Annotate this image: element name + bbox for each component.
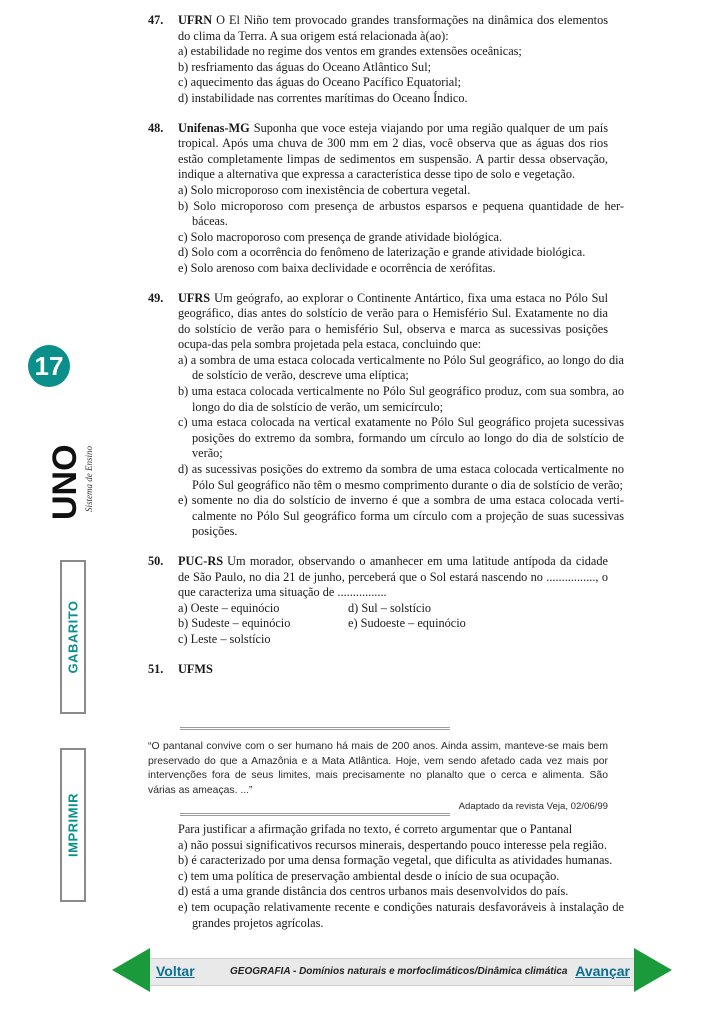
divider <box>180 813 450 816</box>
option: c) uma estaca colocada na vertical exatamente no Pólo Sul geográfico projeta sucessivas posições do extremo da sombra, formando um círculo ao longo do dia de solstício de verão; <box>178 415 624 461</box>
option: d) está a uma grande distância dos centros urbanos mais desenvolvidos do país. <box>178 884 569 899</box>
question-number: 51. <box>148 661 164 676</box>
back-arrow-icon[interactable] <box>112 948 150 992</box>
option: d) Solo com a ocorrência do fenômeno de laterização e grande atividade biológica. <box>178 245 586 260</box>
question-text: Um morador, observando o amanhecer em uma latitude antípoda da cidade de São Paulo, no dia 21 de junho, perceberá que o Sol estará nascendo no ................, o que caracteriza uma situação de ................ <box>178 554 608 600</box>
question-source: UFMS <box>178 661 213 676</box>
option: d) Sul – solstício <box>348 600 432 615</box>
option: e) somente no dia do solstício de inverno é que a sombra de uma estaca colocada verti-calmente no Pólo Sul geográfico forma um círculo com a projeção de suas sucessivas posições. <box>178 493 624 539</box>
quote-citation: Adaptado da revista Veja, 02/06/99 <box>458 801 608 812</box>
option: d) as sucessivas posições do extremo da sombra de uma estaca colocada verticalmente no Pólo Sul geográfico não têm o mesmo comprimento durante o dia de solstício de verão; <box>178 462 624 492</box>
option: e) Sudoeste – equinócio <box>348 616 466 631</box>
imprimir-tab[interactable] <box>60 748 86 902</box>
option: a) Oeste – equinócio <box>178 600 280 615</box>
question-51-body <box>148 822 624 931</box>
question-51-header <box>148 662 608 678</box>
gabarito-tab[interactable] <box>60 560 86 714</box>
question-number: 49. <box>148 290 164 305</box>
option <box>348 632 518 648</box>
option: a) a sombra de uma estaca colocada verticalmente no Pólo Sul geográfico, ao longo do dia de solstício de verão, descreve uma elíptica; <box>178 352 624 383</box>
uno-logo <box>40 392 96 522</box>
question-source: UFRS <box>178 290 211 305</box>
option: b) resfriamento das águas do Oceano Atlântico Sul; <box>178 59 432 74</box>
question-text: O El Niño tem provocado grandes transformações na dinâmica dos elementos do clima da Terra. A sua origem está relacionada à(ao): <box>178 13 608 43</box>
question-48 <box>148 120 624 277</box>
question-source: UFRN <box>178 13 213 27</box>
svg-text:UNO: UNO <box>46 444 84 520</box>
divider <box>180 727 450 730</box>
question-50 <box>148 554 608 648</box>
option: c) Leste – solstício <box>178 631 271 646</box>
option: e) tem ocupação relativamente recente e condições naturais desfavoráveis à instalação de grandes projetos agrícolas. <box>178 899 624 930</box>
question-47 <box>148 13 608 107</box>
quote-block <box>148 740 608 815</box>
option: a) estabilidade no regime dos ventos em grandes extensões oceânicas; <box>178 44 522 59</box>
footer-title: GEOGRAFIA - Domínios naturais e morfoclimáticos/Dinâmica climática <box>230 966 568 977</box>
option: b) Solo microporoso com presença de arbustos esparsos e pequena quantidade de her-báceas. <box>178 198 624 229</box>
option: c) Solo macroporoso com presença de grande atividade biológica. <box>178 229 503 244</box>
question-prompt: Para justificar a afirmação grifada no texto, é correto argumentar que o Pantanal <box>178 822 573 836</box>
quote-text: “O pantanal convive com o ser humano há mais de 200 anos. Ainda assim, manteve-se mais bem preservado do que a Amazônia e a Mata Atlântica. Hoje, vem sendo afetado cada vez mais por intervenções fora de seus limites, mais precisamente no planalto que o cerca e alimenta. São várias as ameaças. ...” <box>148 741 608 796</box>
page-number-badge: 17 <box>28 345 70 387</box>
option: b) uma estaca colocada verticalmente no Pólo Sul geográfico produz, com sua sombra, ao longo do dia de solstício de verão, um semicírculo; <box>178 384 624 414</box>
option: b) Sudeste – equinócio <box>178 616 291 631</box>
question-source: PUC-RS <box>178 554 224 568</box>
option: d) instabilidade nas correntes marítimas do Oceano Índico. <box>178 90 468 105</box>
back-link[interactable]: Voltar <box>156 963 195 979</box>
option: b) é caracterizado por uma densa formação vegetal, que dificulta as atividades humanas. <box>178 853 613 868</box>
question-number: 48. <box>148 120 164 135</box>
question-source: Unifenas-MG <box>178 120 250 135</box>
option: c) tem uma política de preservação ambiental desde o início de sua ocupação. <box>178 868 560 883</box>
question-number: 47. <box>148 13 164 27</box>
footer-nav <box>112 948 672 992</box>
option: a) não possui significativos recursos minerais, despertando pouco interesse pela região. <box>178 837 607 852</box>
svg-text:Sistema de Ensino: Sistema de Ensino <box>84 446 94 512</box>
questions-list <box>148 13 624 677</box>
question-number: 50. <box>148 554 164 568</box>
question-49 <box>148 290 624 541</box>
imprimir-label: IMPRIMIR <box>65 793 81 857</box>
question-text: Um geógrafo, ao explorar o Continente Antártico, fixa uma estaca no Pólo Sul geográfico, dias antes do solstício de verão para o Hemisfério Sul. Exatamente no dia do solstício de verão para o hemisfério Sul, observa e marca as sucessivas posições ocupa-das pela sombra projetada pela estaca, concluindo que: <box>178 290 608 352</box>
option: c) aquecimento das águas do Oceano Pacífico Equatorial; <box>178 75 462 90</box>
footer-bar <box>150 958 634 986</box>
next-link[interactable]: Avançar <box>575 963 630 979</box>
next-arrow-icon[interactable] <box>634 948 672 992</box>
option: e) Solo arenoso com baixa declividade e ocorrência de xerófitas. <box>178 260 496 275</box>
option: a) Solo microporoso com inexistência de cobertura vegetal. <box>178 182 471 197</box>
question-text: Suponha que voce esteja viajando por uma região qualquer de um país tropical. Após uma chuva de 300 mm em 2 dias, você observa que as águas dos rios estão completamente limpas de sedimentos em suspensão. A partir dessa observação, indique a alternativa que expressa a característica desse tipo de solo e vegetação. <box>178 120 608 182</box>
gabarito-label: GABARITO <box>65 600 81 674</box>
